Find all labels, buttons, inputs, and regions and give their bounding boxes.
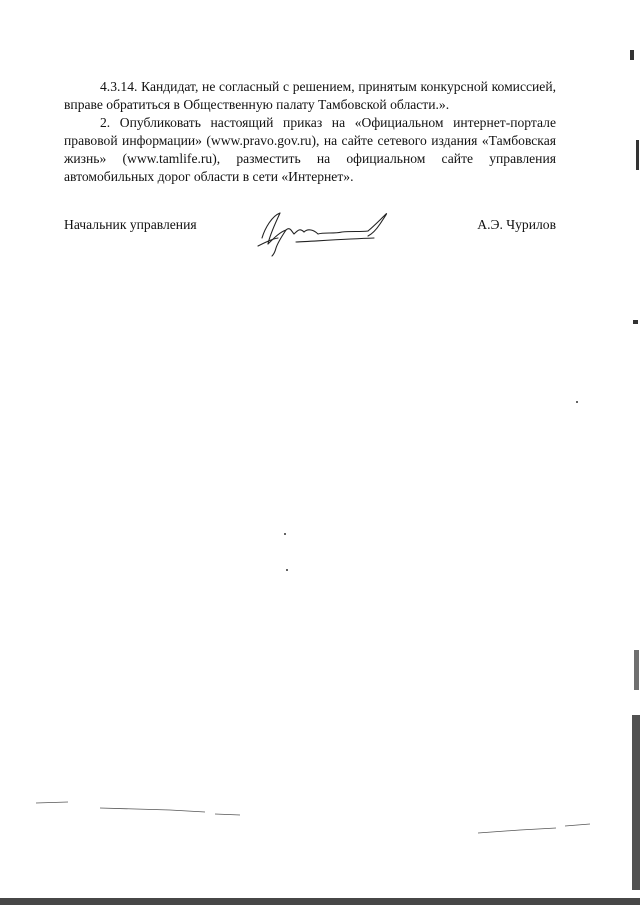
handwritten-signature [256, 208, 406, 258]
document-body [64, 78, 556, 186]
signatory-position: Начальник управления [64, 217, 197, 232]
paragraph-publication: 2. Опубликовать настоящий приказ на «Официальном интернет-портале правовой информации» (www.pravo.gov.ru), на сайте сетевого издания «Тамбовская жизнь» (www.tamlife.ru), разместить на официальном сайте управления автомобильных дорог области в сети «Интернет». [64, 115, 556, 184]
signature-block [64, 208, 556, 258]
signatory-name: А.Э. Чурилов [477, 217, 556, 232]
paragraph-4-3-14: 4.3.14. Кандидат, не согласный с решением, принятым конкурсной комиссией, вправе обратиться в Общественную палату Тамбовской области.». [64, 79, 556, 112]
